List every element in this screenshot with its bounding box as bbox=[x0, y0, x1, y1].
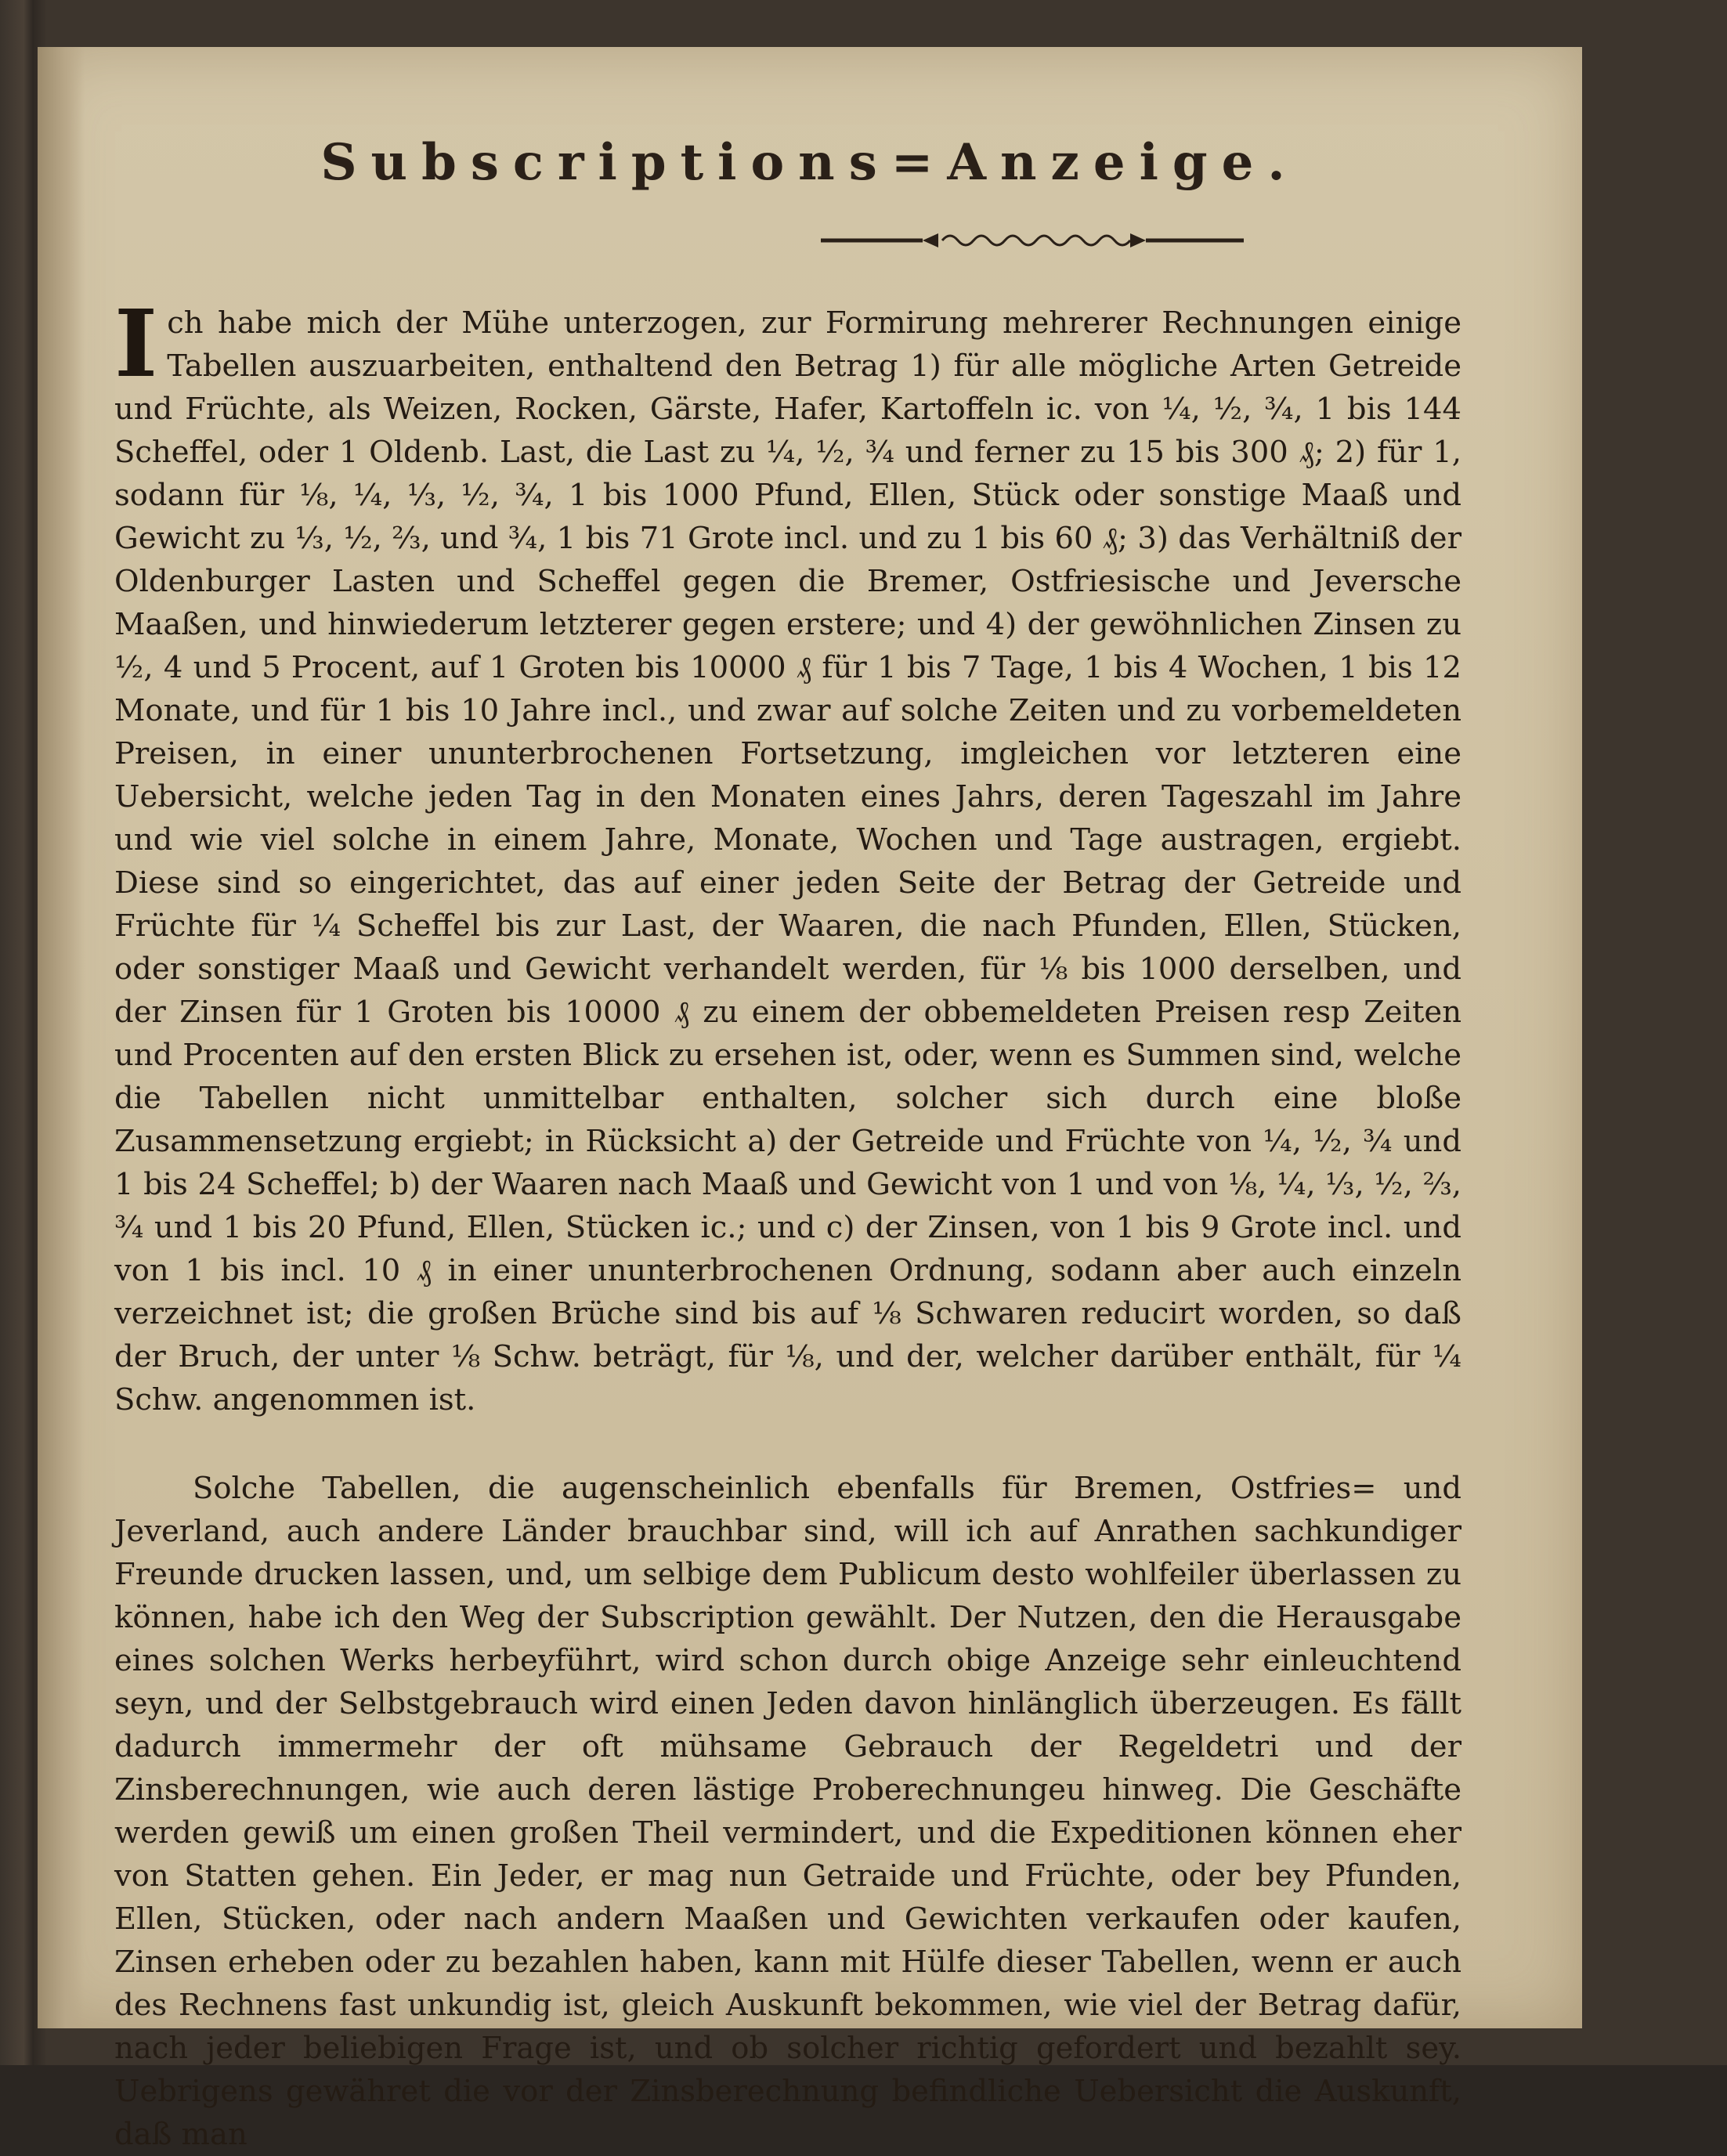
paragraph-1 bbox=[114, 289, 1461, 1421]
body-text bbox=[114, 289, 1461, 2156]
page-title: Subscriptions=Anzeige. bbox=[320, 133, 1299, 192]
decorative-rule-icon bbox=[821, 229, 1244, 252]
paragraph-2: Solche Tabellen, die augenscheinlich ebenfalls für Bremen, Ostfries= und Jeverland, auch andere Länder brauchbar sind, will ich auf Anrathen sachkundiger Freunde drucken lassen, und, um selbige dem Publicum desto wohlfeiler überlassen zu können, habe ich den Weg der Subscription gewählt. Der Nutzen, den die Herausgabe eines solchen Werks herbeyführt, wird schon durch obige Anzeige sehr einleuchtend seyn, und der Selbstgebrauch wird einen Jeden davon hinlänglich überzeugen. Es fällt dadurch immermehr der oft mühsame Gebrauch der Regeldetri und der Zinsberechnungen, wie auch deren lästige Proberechnungeu hinweg. Die Geschäfte werden gewiß um einen großen Theil vermindert, und die Expeditionen können eher von Statten gehen. Ein Jeder, er mag nun Getraide und Früchte, oder bey Pfunden, Ellen, Stücken, oder nach andern Maaßen und Gewichten verkaufen oder kaufen, Zinsen erheben oder zu bezahlen haben, kann mit Hülfe dieser Tabellen, wenn er auch des Rechnens fast unkundig ist, gleich Auskunft bekommen, wie viel der Betrag dafür, nach jeder beliebigen Frage ist, und ob solcher richtig gefordert und bezahlt sey. Uebrigens gewähret die vor der Zinsberechnung befindliche Uebersicht die Auskunft, daß man bbox=[114, 1471, 1461, 2152]
page-binding-edge bbox=[38, 47, 85, 2028]
paragraph-1-text: ch habe mich der Mühe unterzogen, zur Formirung mehrerer Rechnungen einige Tabellen auszuarbeiten, enthaltend den Betrag 1) für alle mögliche Arten Getreide und Früchte, als Weizen, Rocken, Gärste, Hafer, Kartoffeln ic. von ¼, ½, ¾, 1 bis 144 Scheffel, oder 1 Oldenb. Last, die Last zu ¼, ½, ¾ und ferner zu 15 bis 300 ₰; 2) für 1, sodann für ⅛, ¼, ⅓, ½, ¾, 1 bis 1000 Pfund, Ellen, Stück oder sonstige Maaß und Gewicht zu ⅓, ½, ⅔, und ¾, 1 bis 71 Grote incl. und zu 1 bis 60 ₰; 3) das Verhältniß der Oldenburger Lasten und Scheffel gegen die Bremer, Ostfriesische und Jeversche Maaßen, und hinwiederum letzterer gegen erstere; und 4) der gewöhnlichen Zinsen zu ½, 4 und 5 Procent, auf 1 Groten bis 10000 ₰ für 1 bis 7 Tage, 1 bis 4 Wochen, 1 bis 12 Monate, und für 1 bis 10 Jahre incl., und zwar auf solche Zeiten und zu vorbemeldeten Preisen, in einer ununterbrochenen Fortsetzung, imgleichen vor letzteren eine Uebersicht, welche jeden Tag in den Monaten eines Jahrs, deren Tageszahl im Jahre und wie viel solche in einem Jahre, Monate, Wochen und Tage austragen, ergiebt. Diese sind so eingerichtet, das auf einer jeden Seite der Betrag der Getreide und Früchte für ¼ Scheffel bis zur Last, der Waaren, die nach Pfunden, Ellen, Stücken, oder sonstiger Maaß und Gewicht verhandelt werden, für ⅛ bis 1000 derselben, und der Zinsen für 1 Groten bis 10000 ₰ zu einem der obbemeldeten Preisen resp Zeiten und Procenten auf den ersten Blick zu ersehen ist, oder, wenn es Summen sind, welche die Tabellen nicht unmittelbar enthalten, solcher sich durch eine bloße Zusammensetzung ergiebt; in Rücksicht a) der Getreide und Früchte von ¼, ½, ¾ und 1 bis 24 Scheffel; b) der Waaren nach Maaß und Gewicht von 1 und von ⅛, ¼, ⅓, ½, ⅔, ¾ und 1 bis 20 Pfund, Ellen, Stücken ic.; und c) der Zinsen, von 1 bis 9 Grote incl. und von 1 bis incl. 10 ₰ in einer ununterbrochenen Ordnung, sodann aber auch einzeln verzeichnet ist; die großen Brüche sind bis auf ⅛ Schwaren reducirt worden, so daß der Bruch, der unter ⅛ Schw. beträgt, für ⅛, und der, welcher darüber enthält, für ¼ Schw. angenommen ist. bbox=[114, 305, 1461, 1417]
document-page bbox=[38, 47, 1582, 2152]
drop-cap: I bbox=[114, 289, 158, 398]
